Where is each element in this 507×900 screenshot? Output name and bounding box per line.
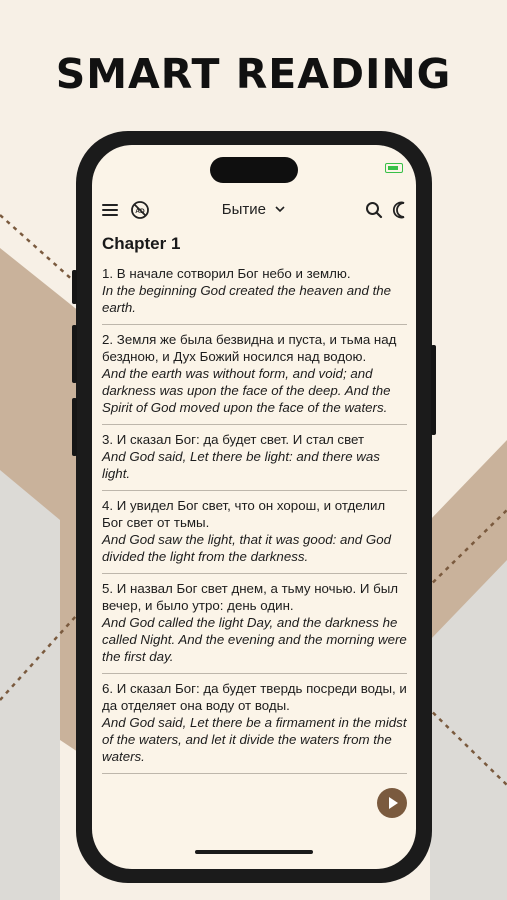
chevron-down-icon — [274, 202, 286, 219]
power-button — [431, 345, 436, 435]
verse-text-en: And the earth was without form, and void; and darkness was upon the face of the deep. And the Spirit of God moved upon the face of the waters. — [102, 366, 391, 415]
reader-toolbar — [92, 195, 416, 223]
moon-icon[interactable] — [391, 200, 411, 220]
chapter-title: Chapter 1 — [102, 234, 181, 253]
book-title: Бытие — [221, 201, 267, 218]
play-audio-button[interactable] — [377, 788, 407, 818]
verse-text-ru: 5. И назвал Бог свет днем, а тьму ночью. И был вечер, и было утро: день один. — [102, 581, 399, 613]
verse-item[interactable] — [102, 674, 407, 774]
verse-text-en: And God saw the light, that it was good: and God divided the light from the darkness. — [102, 532, 392, 564]
verse-text-ru: 6. И сказал Бог: да будет твердь посреди воды, и да отделяет она воду от воды. — [102, 681, 407, 713]
verse-item[interactable] — [102, 265, 407, 325]
dynamic-island — [210, 157, 298, 183]
verse-item[interactable] — [102, 325, 407, 425]
mute-switch — [72, 270, 77, 304]
volume-down-button — [72, 398, 77, 456]
verse-text-en: And God called the light Day, and the darkness he called Night. And the evening and the morning were the first day. — [102, 615, 407, 664]
battery-icon — [385, 163, 403, 173]
verse-text-en: And God said, Let there be light: and there was light. — [102, 449, 380, 481]
verse-text-ru: 1. В начале сотворил Бог небо и землю. — [102, 266, 351, 281]
app-screen — [92, 145, 416, 869]
verse-text-ru: 2. Земля же была безвидна и пуста, и тьма над бездною, и Дух Божий носился над водою. — [102, 332, 397, 364]
verse-text-en: In the beginning God created the heaven and the earth. — [102, 283, 392, 315]
verse-text-ru: 3. И сказал Бог: да будет свет. И стал свет — [102, 432, 365, 447]
svg-text:AD: AD — [135, 208, 145, 215]
verse-text-en: And God said, Let there be a firmament in the midst of the waters, and let it divide the waters from the waters. — [102, 715, 407, 764]
verse-item[interactable] — [102, 574, 407, 674]
headline: SMART READING — [55, 50, 452, 98]
search-icon[interactable] — [364, 200, 384, 220]
verse-item[interactable] — [102, 425, 407, 491]
home-indicator — [195, 850, 313, 854]
verse-list — [102, 265, 407, 774]
verse-item[interactable] — [102, 491, 407, 574]
volume-up-button — [72, 325, 77, 383]
verse-text-ru: 4. И увидел Бог свет, что он хорош, и отделил Бог свет от тьмы. — [102, 498, 386, 530]
